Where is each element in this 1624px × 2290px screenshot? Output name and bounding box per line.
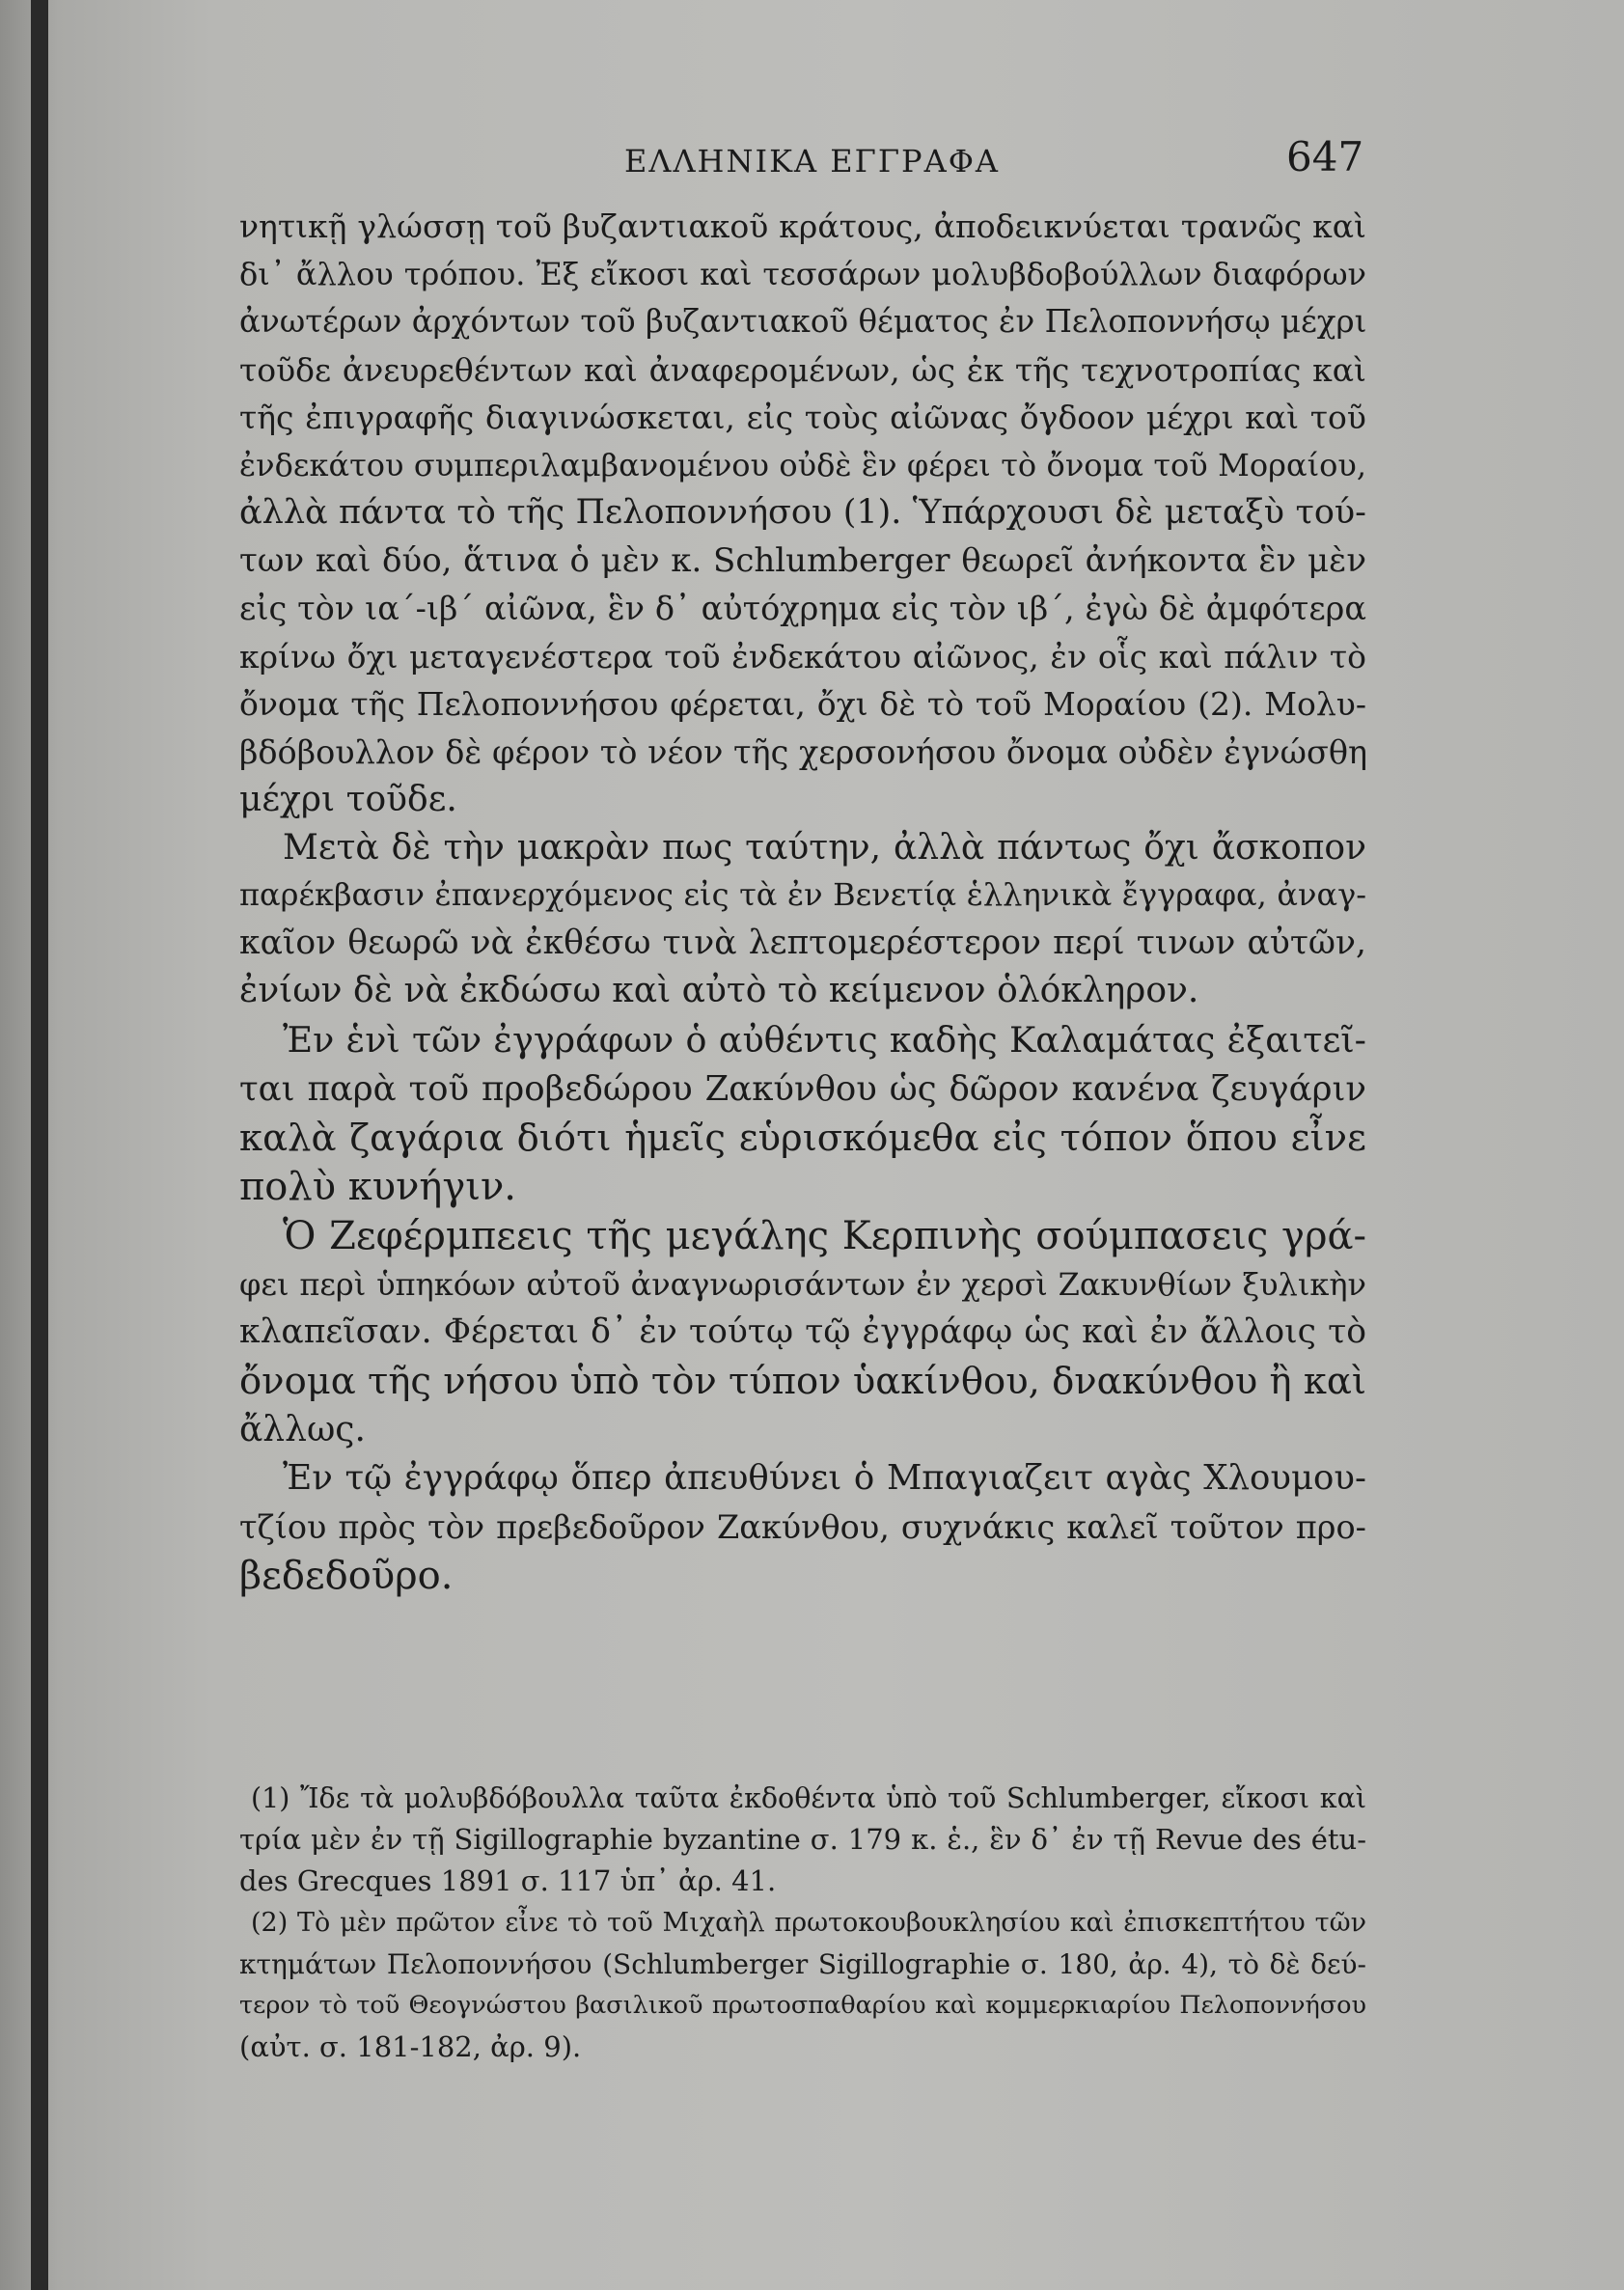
footnote-line: τερον τὸ τοῦ Θεογνώστου βασιλικοῦ πρωτοσπαθαρίου καὶ κομμερκιαρίου Πελοποννήσου	[239, 1991, 1366, 2020]
text-line: τοῦδε ἀνευρεθέντων καὶ ἀναφερομένων, ὡς ἐκ τῆς τεχνοτροπίας καὶ	[239, 350, 1366, 389]
running-header-title: ΕΛΛΗΝΙΚΑ ΕΓΓΡΑΦΑ	[623, 143, 1001, 179]
page-number: 647	[1286, 133, 1364, 180]
text-line: τῆς ἐπιγραφῆς διαγινώσκεται, εἰς τοὺς αἰῶνας ὄγδοον μέχρι καὶ τοῦ	[239, 399, 1366, 436]
text-line: καλὰ ζαγάρια διότι ἡμεῖς εὑρισκόμεθα εἰς τόπον ὅπου εἶνε	[239, 1116, 1366, 1160]
text-line: ἄλλως.	[239, 1409, 366, 1449]
text-line: βδόβουλλον δὲ φέρον τὸ νέον τῆς χερσονήσου ὄνομα οὐδὲν ἐγνώσθη	[239, 732, 1368, 771]
text-line: πολὺ κυνήγιν.	[239, 1164, 516, 1209]
footnote-line: des Grecques 1891 σ. 117 ὑπ᾽ ἀρ. 41.	[239, 1864, 777, 1897]
text-line: κλαπεῖσαν. Φέρεται δ᾽ ἐν τούτῳ τῷ ἐγγράφῳ ὡς καὶ ἐν ἄλλοις τὸ	[239, 1312, 1366, 1351]
book-spine-shadow	[31, 0, 48, 2290]
text-line: ἐνίων δὲ νὰ ἐκδώσω καὶ αὐτὸ τὸ κείμενον ὁλόκληρον.	[239, 971, 1199, 1010]
text-line: ἐνδεκάτου συμπεριλαμβανομένου οὐδὲ ἓν φέρει τὸ ὄνομα τοῦ Μοραίου,	[239, 446, 1366, 483]
footnotes	[239, 1778, 1366, 2068]
main-text	[239, 203, 1366, 1601]
text-line: βεδεδοῦρο.	[239, 1554, 454, 1598]
text-line: φει περὶ ὑπηκόων αὐτοῦ ἀναγνωρισάντων ἐν χερσὶ Ζακυνθίων ξυλικὴν	[239, 1265, 1366, 1303]
text-line: ὄνομα τῆς νήσου ὑπὸ τὸν τύπον ὑακίνθου, δνακύνθου ἢ καὶ	[239, 1359, 1366, 1403]
text-line: δι᾽ ἄλλου τρόπου. Ἐξ εἴκοσι καὶ τεσσάρων μολυβδοβούλλων διαφόρων	[239, 255, 1366, 292]
text-line: κρίνω ὄχι μεταγενέστερα τοῦ ἐνδεκάτου αἰῶνος, ἐν οἷς καὶ πάλιν τὸ	[239, 637, 1366, 676]
text-line: παρέκβασιν ἐπανερχόμενος εἰς τὰ ἐν Βενετίᾳ ἑλληνικὰ ἔγγραφα, ἀναγ-	[239, 876, 1366, 913]
text-line: ἀνωτέρων ἀρχόντων τοῦ βυζαντιακοῦ θέματος ἐν Πελοποννήσῳ μέχρι	[239, 303, 1367, 340]
footnote-line: (2) Τὸ μὲν πρῶτον εἶνε τὸ τοῦ Μιχαὴλ πρωτοκουβουκλησίου καὶ ἐπισκεπτήτου τῶν	[251, 1908, 1366, 1938]
text-line: ἀλλὰ πάντα τὸ τῆς Πελοποννήσου (1). Ὑπάρχουσι δὲ μεταξὺ τού-	[239, 493, 1366, 532]
footnote-line: (αὐτ. σ. 181-182, ἀρ. 9).	[239, 2030, 582, 2063]
text-line: Ἐν τῷ ἐγγράφῳ ὅπερ ἀπευθύνει ὁ Μπαγιαζειτ αγὰς Χλουμου-	[283, 1458, 1366, 1498]
text-line: ὄνομα τῆς Πελοποννήσου φέρεται, ὄχι δὲ τὸ τοῦ Μοραίου (2). Μολυ-	[239, 685, 1366, 723]
text-line: εἰς τὸν ια΄-ιβ΄ αἰῶνα, ἓν δ᾽ αὐτόχρημα εἰς τὸν ιβ΄, ἐγὼ δὲ ἀμφότερα	[239, 590, 1366, 627]
footnote-line: κτημάτων Πελοποννήσου (Schlumberger Sigillographie σ. 180, ἀρ. 4), τὸ δὲ δεύ-	[239, 1948, 1366, 1980]
text-line: ται παρὰ τοῦ προβεδώρου Ζακύνθου ὡς δῶρον κανένα ζευγάριν	[239, 1068, 1366, 1109]
footnote-line: (1) Ἴδε τὰ μολυβδόβουλλα ταῦτα ἐκδοθέντα ὑπὸ τοῦ Schlumberger, εἴκοσι καὶ	[251, 1782, 1366, 1814]
text-line: των καὶ δύο, ἅτινα ὁ μὲν κ. Schlumberger θεωρεῖ ἀνήκοντα ἓν μὲν	[239, 540, 1366, 580]
footnote-line: τρία μὲν ἐν τῇ Sigillographie byzantine σ. 179 κ. ἑ., ἓν δ᾽ ἐν τῇ Revue des étu-	[239, 1823, 1366, 1856]
text-line: Μετὰ δὲ τὴν μακρὰν πως ταύτην, ἀλλὰ πάντως ὄχι ἄσκοπον	[283, 827, 1366, 868]
text-line: μέχρι τοῦδε.	[239, 780, 457, 819]
text-line: καῖον θεωρῶ νὰ ἐκθέσω τινὰ λεπτομερέστερον περί τινων αὐτῶν,	[239, 923, 1366, 962]
text-line: Ἐν ἑνὶ τῶν ἐγγράφων ὁ αὐθέντις καδὴς Καλαμάτας ἐξαιτεῖ-	[283, 1018, 1366, 1061]
text-line: νητικῇ γλώσσῃ τοῦ βυζαντιακοῦ κράτους, ἀποδεικνύεται τρανῶς καὶ	[239, 207, 1366, 245]
text-line: τζίου πρὸς τὸν πρεβεδοῦρον Ζακύνθου, συχνάκις καλεῖ τοῦτον προ-	[239, 1508, 1366, 1546]
text-line: Ὁ Ζεφέρμπεεις τῆς μεγάλης Κερπινὴς σούμπασεις γρά-	[283, 1213, 1366, 1258]
